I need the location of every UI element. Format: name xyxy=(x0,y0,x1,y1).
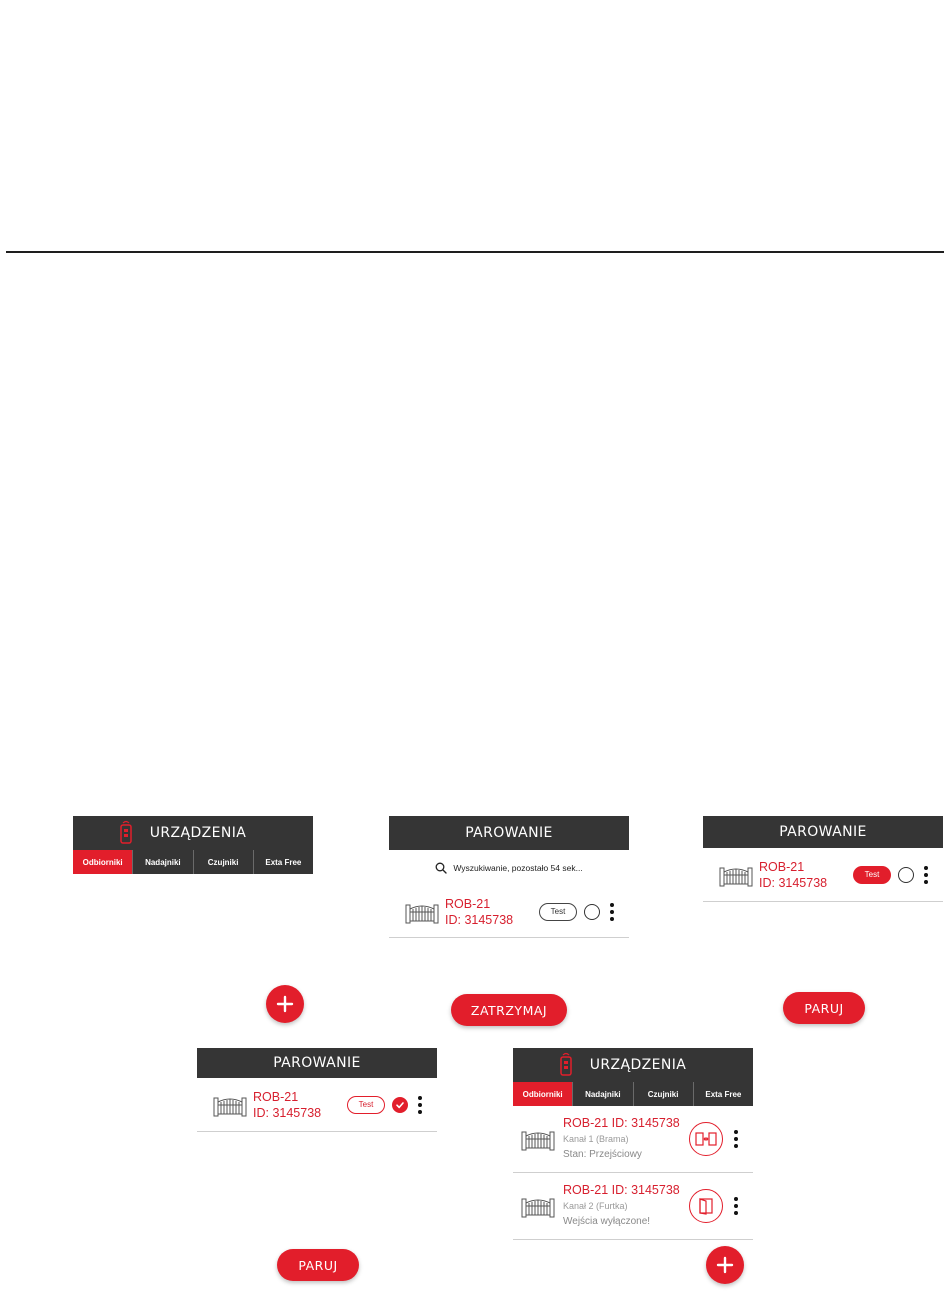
pairing-screen-selected xyxy=(197,1048,437,1132)
page-title: URZĄDZENIA xyxy=(589,1057,687,1073)
tab-receivers[interactable]: Odbiorniki xyxy=(513,1082,572,1106)
app-header xyxy=(513,1048,753,1082)
page-title: URZĄDZENIA xyxy=(149,825,247,841)
kebab-icon[interactable] xyxy=(417,1096,423,1114)
search-icon xyxy=(435,862,447,874)
app-header xyxy=(197,1048,437,1078)
page-title: PAROWANIE xyxy=(779,824,867,840)
remote-device-icon xyxy=(119,820,133,844)
test-button[interactable]: Test xyxy=(539,903,577,921)
app-header xyxy=(389,816,629,850)
app-header xyxy=(703,816,943,848)
kebab-icon[interactable] xyxy=(609,903,615,921)
gate-icon xyxy=(213,1093,247,1117)
search-status-text: Wyszukiwanie, pozostało 54 sek... xyxy=(453,863,583,873)
select-radio[interactable] xyxy=(898,867,914,883)
device-id: ID: 3145738 xyxy=(759,875,828,890)
device-tabs xyxy=(73,850,313,874)
tab-receivers[interactable]: Odbiorniki xyxy=(73,850,132,874)
device-id: ID: 3145738 xyxy=(445,912,514,927)
device-tabs xyxy=(513,1082,753,1106)
stop-button[interactable]: ZATRZYMAJ xyxy=(451,994,567,1026)
add-device-button[interactable] xyxy=(266,985,304,1023)
list-item[interactable] xyxy=(389,886,629,938)
device-name: ROB-21 xyxy=(759,859,805,874)
tab-transmitters[interactable]: Nadajniki xyxy=(572,1082,632,1106)
list-item[interactable] xyxy=(513,1173,753,1240)
divider-line xyxy=(6,251,944,253)
wicket-control[interactable] xyxy=(689,1189,723,1223)
tab-exta-free[interactable]: Exta Free xyxy=(253,850,313,874)
sliding-gate-control[interactable] xyxy=(689,1122,723,1156)
pairing-screen-searching xyxy=(389,816,629,938)
sliding-gate-icon xyxy=(695,1131,717,1147)
device-name: ROB-21 xyxy=(445,896,491,911)
kebab-icon[interactable] xyxy=(733,1197,739,1215)
devices-screen-empty xyxy=(73,816,313,874)
channel-label: Kanał 1 (Brama) xyxy=(563,1133,629,1144)
channel-device-name: ROB-21 ID: 3145738 xyxy=(563,1115,680,1130)
list-item[interactable] xyxy=(197,1078,437,1132)
tab-transmitters[interactable]: Nadajniki xyxy=(132,850,192,874)
gate-icon xyxy=(521,1194,555,1218)
channel-device-name: ROB-21 ID: 3145738 xyxy=(563,1182,680,1197)
select-radio[interactable] xyxy=(392,1097,408,1113)
wicket-door-icon xyxy=(696,1197,716,1215)
list-item[interactable] xyxy=(513,1106,753,1173)
pairing-screen-found xyxy=(703,816,943,902)
add-device-button[interactable] xyxy=(706,1246,744,1284)
app-header xyxy=(73,816,313,850)
tab-sensors[interactable]: Czujniki xyxy=(633,1082,693,1106)
device-name: ROB-21 xyxy=(253,1089,299,1104)
kebab-icon[interactable] xyxy=(733,1130,739,1148)
check-icon xyxy=(395,1100,405,1110)
kebab-icon[interactable] xyxy=(923,866,929,884)
tab-sensors[interactable]: Czujniki xyxy=(193,850,253,874)
tab-exta-free[interactable]: Exta Free xyxy=(693,1082,753,1106)
channel-state: Stan: Przejściowy xyxy=(563,1148,642,1160)
list-item[interactable] xyxy=(703,848,943,902)
channel-state: Wejścia wyłączone! xyxy=(563,1215,651,1227)
devices-screen-list xyxy=(513,1048,753,1240)
test-button[interactable]: Test xyxy=(347,1096,385,1114)
plus-icon xyxy=(276,995,294,1013)
device-id: ID: 3145738 xyxy=(253,1105,322,1120)
test-button[interactable]: Test xyxy=(853,866,891,884)
plus-icon xyxy=(716,1256,734,1274)
page-title: PAROWANIE xyxy=(465,825,553,841)
select-radio[interactable] xyxy=(584,904,600,920)
pair-button[interactable]: PARUJ xyxy=(277,1249,359,1281)
page-title: PAROWANIE xyxy=(273,1055,361,1071)
channel-label: Kanał 2 (Furtka) xyxy=(563,1200,628,1211)
remote-device-icon xyxy=(559,1052,573,1076)
gate-icon xyxy=(719,863,753,887)
gate-icon xyxy=(405,900,439,924)
search-status xyxy=(389,850,629,886)
pair-button[interactable]: PARUJ xyxy=(783,992,865,1024)
gate-icon xyxy=(521,1127,555,1151)
